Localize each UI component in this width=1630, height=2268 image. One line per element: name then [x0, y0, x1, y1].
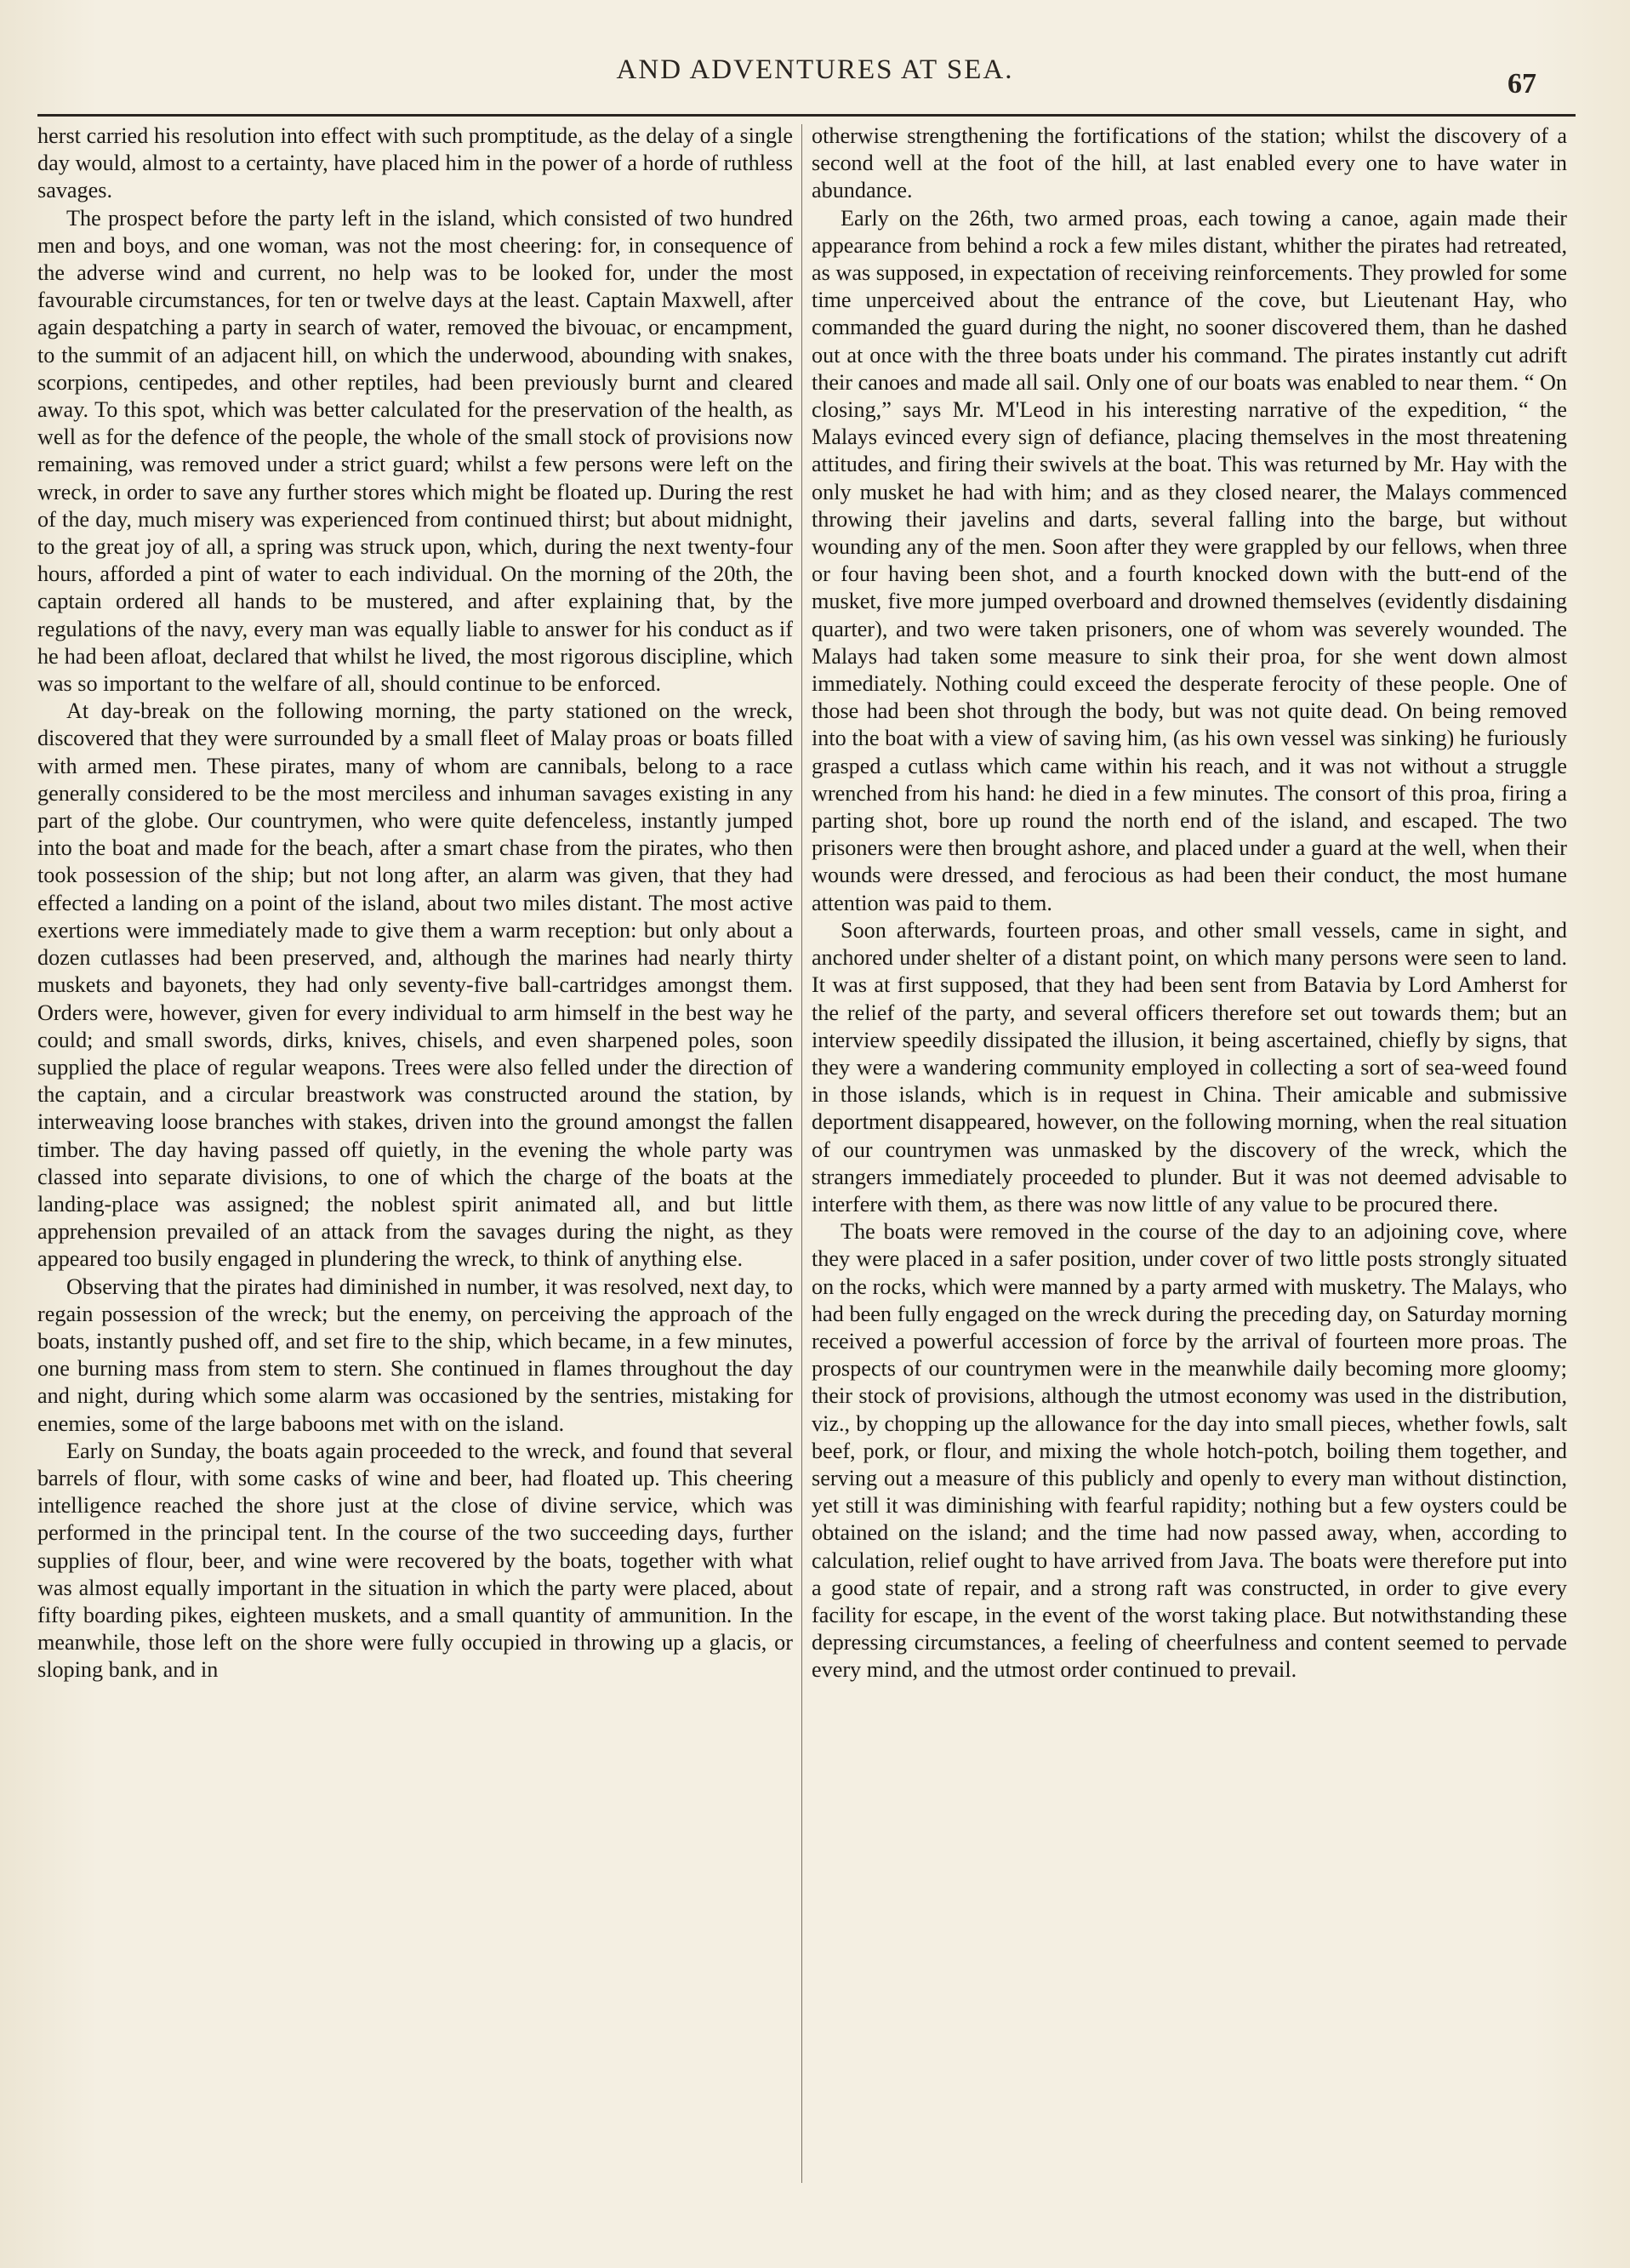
paragraph: Soon afterwards, fourteen proas, and other small vessels, came in sight, and anchored under shelter of a distant point, on which many persons were seen to land. It was at first supposed, that they had been sent from Batavia by Lord Amherst for the relief of the party, and several officers therefore set out towards them; but an interview speedily dissipated the illusion, it being ascertained, chiefly by signs, that they were a wandering community employed in collecting a sort of sea-weed found in those islands, which is in request in China. Their amicable and submissive deportment disappeared, however, on the following morning, when the real situation of our countrymen was unmasked by the discovery of the wreck, which the strangers immediately proceeded to plunder. But it was not deemed advisable to interfere with them, as there was now little of any value to be procured there. [812, 917, 1567, 1217]
page-number: 67 [1507, 68, 1536, 100]
column-divider [801, 124, 802, 2183]
left-column [37, 123, 793, 1684]
paragraph: The prospect before the party left in the island, which consisted of two hundred men and boys, and one woman, was not the most cheering: for, in consequence of the adverse wind and current, no help was to be looked for, under the most favourable circumstances, for ten or twelve days at the least. Captain Maxwell, after again despatching a party in search of water, removed the bivouac, or encampment, to the summit of an adjacent hill, on which the underwood, abounding with snakes, scorpions, centipedes, and other reptiles, had been previously burnt and cleared away. To this spot, which was better calculated for the preservation of the health, as well as for the defence of the people, the whole of the small stock of provisions now remaining, was removed under a strict guard; whilst a few persons were left on the wreck, in order to save any further stores which might be floated up. During the rest of the day, much misery was experienced from continued thirst; but about midnight, to the great joy of all, a spring was struck upon, which, during the next twenty-four hours, afforded a pint of water to each individual. On the morning of the 20th, the captain ordered all hands to be mustered, and after explaining that, by the regulations of the navy, every man was equally liable to answer for his conduct as if he had been afloat, declared that whilst he lived, the most rigorous discipline, which was so important to the welfare of all, should continue to be enforced. [37, 205, 793, 697]
paragraph: At day-break on the following morning, the party stationed on the wreck, discovered that they were surrounded by a small fleet of Malay proas or boats filled with armed men. These pirates, many of whom are cannibals, belong to a race generally considered to be the most merciless and inhuman savages existing in any part of the globe. Our countrymen, who were quite defenceless, instantly jumped into the boat and made for the beach, after a smart chase from the pirates, who then took possession of the ship; but not long after, an alarm was given, that they had effected a landing on a point of the island, about two miles distant. The most active exertions were immediately made to give them a warm reception: but only about a dozen cutlasses had been preserved, and, although the marines had nearly thirty muskets and bayonets, they had only seventy-five ball-cartridges amongst them. Orders were, however, given for every individual to arm himself in the best way he could; and small swords, dirks, knives, chisels, and even sharpened poles, soon supplied the place of regular weapons. Trees were also felled under the direction of the captain, and a circular breastwork was constructed around the station, by interweaving loose branches with stakes, driven into the ground amongst the fallen timber. The day having passed off quietly, in the evening the whole party was classed into separate divisions, to one of which the charge of the boats at the landing-place was assigned; the noblest spirit animated all, and but little apprehension prevailed of an attack from the savages during the night, as they appeared too busily engaged in plundering the wreck, to think of anything else. [37, 698, 793, 1272]
header-rule [37, 114, 1576, 117]
paragraph: Early on the 26th, two armed proas, each towing a canoe, again made their appearance from behind a rock a few miles distant, whither the pirates had retreated, as was supposed, in expectation of receiving reinforcements. They prowled for some time unperceived about the entrance of the cove, but Lieutenant Hay, who commanded the guard during the night, no sooner discovered them, than he dashed out at once with the three boats under his command. The pirates instantly cut adrift their canoes and made all sail. Only one of our boats was enabled to near them. “ On closing,” says Mr. M'Leod in his interesting narrative of the expedition, “ the Malays evinced every sign of defiance, placing themselves in the most threatening attitudes, and firing their swivels at the boat. This was returned by Mr. Hay with the only musket he had with him; and as they closed nearer, the Malays commenced throwing their javelins and darts, several falling into the barge, but without wounding any of the men. Soon after they were grappled by our fellows, when three or four having been shot, and a fourth knocked down with the butt-end of the musket, five more jumped overboard and drowned themselves (evidently disdaining quarter), and two were taken prisoners, one of whom was severely wounded. The Malays had taken some measure to sink their proa, for she went down almost immediately. Nothing could exceed the desperate ferocity of these people. One of those had been shot through the body, but was not quite dead. On being removed into the boat with a view of saving him, (as his own vessel was sinking) he furiously grasped a cutlass which came within his reach, and it was not without a struggle wrenched from his hand: he died in a few minutes. The consort of this proa, firing a parting shot, bore up round the north end of the island, and escaped. The two prisoners were then brought ashore, and placed under a guard at the well, when their wounds were dressed, and ferocious as had been their conduct, the most humane attention was paid to them. [812, 205, 1567, 915]
paragraph: The boats were removed in the course of the day to an adjoining cove, where they were placed in a safer position, under cover of two little posts strongly situated on the rocks, which were manned by a party armed with musketry. The Malays, who had been fully engaged on the wreck during the preceding day, on Saturday morning received a powerful accession of force by the arrival of fourteen more proas. The prospects of our countrymen were in the meanwhile daily becoming more gloomy; their stock of provisions, although the utmost economy was used in the distribution, viz., by chopping up the allowance for the day into small pieces, whether fowls, salt beef, pork, or flour, and mixing the whole hotch-potch, boiling them together, and serving out a measure of this publicly and openly to every man without distinction, yet still it was diminishing with fearful rapidity; nothing but a few oysters could be obtained on the island; and the time had now passed away, when, according to calculation, relief ought to have arrived from Java. The boats were therefore put into a good state of repair, and a strong raft was constructed, in order to give every facility for escape, in the event of the worst taking place. But notwithstanding these depressing circumstances, a feeling of cheerfulness and content seemed to pervade every mind, and the utmost order continued to prevail. [812, 1219, 1567, 1683]
paragraph: otherwise strengthening the fortifications of the station; whilst the discovery of a second well at the foot of the hill, at last enabled every one to have water in abundance. [812, 123, 1567, 203]
right-column [812, 123, 1567, 1684]
paragraph: Observing that the pirates had diminished in number, it was resolved, next day, to regain possession of the wreck; but the enemy, on perceiving the approach of the boats, instantly pushed off, and set fire to the ship, which became, in a few minutes, one burning mass from stem to stern. She continued in flames throughout the day and night, during which some alarm was occasioned by the sentries, mistaking for enemies, some of the large baboons met with on the island. [37, 1274, 793, 1436]
running-title: AND ADVENTURES AT SEA. [616, 54, 1014, 85]
paragraph: Early on Sunday, the boats again proceeded to the wreck, and found that several barrels of flour, with some casks of wine and beer, had floated up. This cheering intelligence reached the shore just at the close of divine service, which was performed in the principal tent. In the course of the two succeeding days, further supplies of flour, beer, and wine were recovered by the boats, together with what was almost equally important in the situation in which the party were placed, about fifty boarding pikes, eighteen muskets, and a small quantity of ammunition. In the meanwhile, those left on the shore were fully occupied in throwing up a glacis, or sloping bank, and in [37, 1438, 793, 1683]
paragraph: herst carried his resolution into effect with such promptitude, as the delay of a single day would, almost to a certainty, have placed him in the power of a horde of ruthless savages. [37, 123, 793, 203]
